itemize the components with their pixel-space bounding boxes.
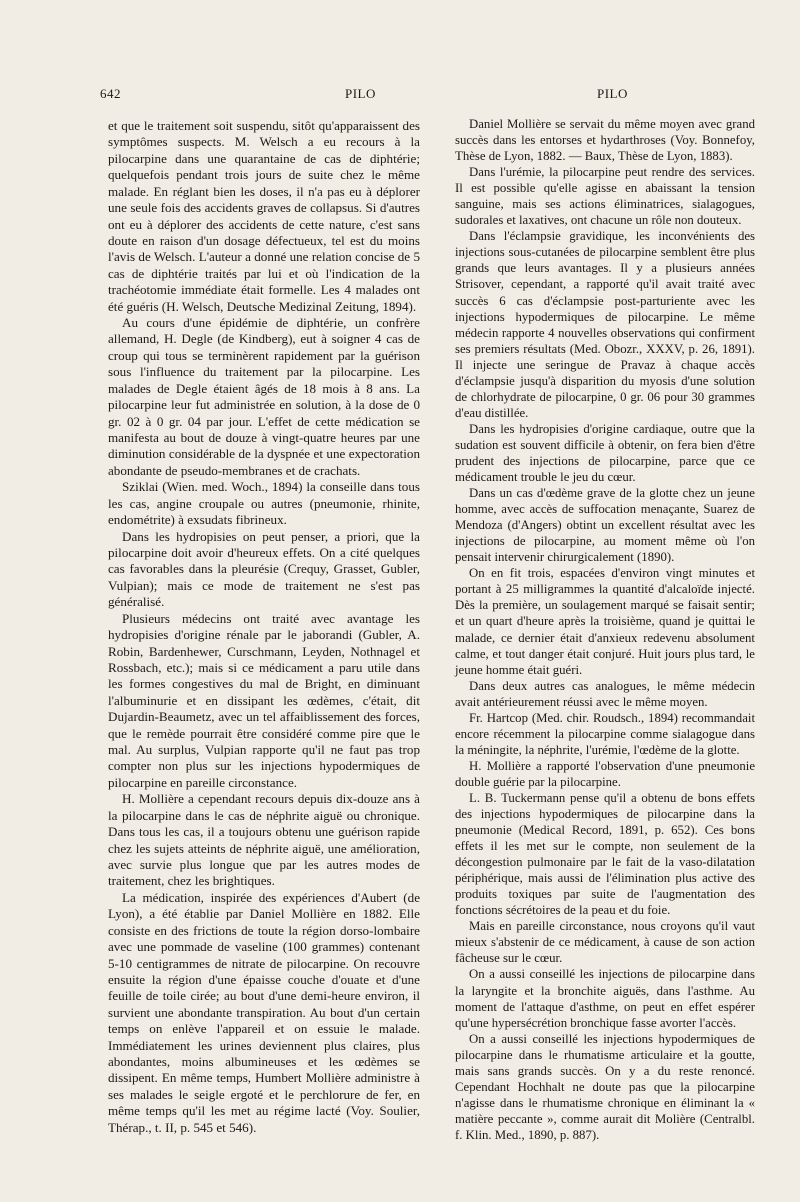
- paragraph: Mais en pareille circonstance, nous croyons qu'il vaut mieux s'abstenir de ce médicament, à cause de son action fâcheuse sur le cœur.: [455, 919, 755, 966]
- paragraph: Fr. Hartcop (Med. chir. Roudsch., 1894) recommandait encore récemment la pilocarpine comme sialagogue dans la méningite, la néphrite, l'urémie, l'œdème de la glotte.: [455, 710, 755, 757]
- paragraph: H. Mollière a cependant recours depuis dix-douze ans à la pilocarpine dans le cas de néphrite aiguë ou chronique. Dans tous les cas, il a toujours obtenu une guérison rapide chez les sujets atteints de néphrite aiguë, une amélioration, avec survie plus longue que par les autres modes de traitement, chez les brightiques.: [108, 791, 420, 889]
- paragraph: L. B. Tuckermann pense qu'il a obtenu de bons effets des injections hypodermiques de pilocarpine dans la pneumonie (Medical Record, 1891, p. 652). Ces bons effets il les met sur le compte, non seulement de la décongestion pulmonaire par le fait de la vaso-dilatation périphérique, mais aussi de l'élimination plus active des produits toxiques par suite de l'augmentation des fonctions sécrétoires de la peau et du foie.: [455, 790, 755, 918]
- paragraph: On a aussi conseillé les injections hypodermiques de pilocarpine dans le rhumatisme articulaire et la goutte, mais sans grands succès. On y a du reste renoncé. Cependant Hochhalt ne doute pas que la pilocarpine n'agisse dans le rhumatisme chronique en éliminant la « matière peccante », comme aurait dit Molière (Centralbl. f. Klin. Med., 1890, p. 887).: [455, 1031, 755, 1142]
- left-column: [108, 118, 420, 1136]
- paragraph: Sziklai (Wien. med. Woch., 1894) la conseille dans tous les cas, angine croupale ou autres (pneumonie, rhinite, endométrite) à exsudats fibrineux.: [108, 479, 420, 528]
- running-title-right: PILO: [597, 86, 628, 101]
- paragraph: Dans deux autres cas analogues, le même médecin avait antérieurement réussi avec le même moyen.: [455, 678, 755, 709]
- running-header: [100, 86, 712, 104]
- running-title-left: PILO: [345, 86, 376, 101]
- paragraph: Dans les hydropisies on peut penser, a priori, que la pilocarpine doit avoir d'heureux effets. On a cité quelques cas favorables dans la pleurésie (Crequy, Grasset, Gubler, Vulpian); mais ce mode de traitement ne s'est pas généralisé.: [108, 528, 420, 610]
- paragraph: Dans l'urémie, la pilocarpine peut rendre des services. Il est possible qu'elle agisse en abaissant la tension sanguine, mais ses actions éliminatrices, sialagogues, sudorales et laxatives, ont chacune un rôle non douteux.: [455, 165, 755, 228]
- paragraph: La médication, inspirée des expériences d'Aubert (de Lyon), a été établie par Daniel Mollière en 1882. Elle consiste en des frictions de toute la région dorso-lombaire avec une pommade de vaseline (100 grammes) contenant 5-10 centigrammes de nitrate de pilocarpine. On recouvre ensuite la région d'une épaisse couche d'ouate et d'une feuille de toile cirée; au bout d'une demi-heure environ, il survient une abondante transpiration. Au bout d'un certain temps on enlève l'appareil et on essuie le malade. Immédiatement les urines deviennent plus claires, plus abondantes, moins albumineuses et les œdèmes se dissipent. En même temps, Humbert Mollière administre à ses malades le seigle ergoté et le perchlorure de fer, en même temps qu'il les met au régime lacté (Voy. Soulier, Thérap., t. II, p. 545 et 546).: [108, 889, 420, 1135]
- paragraph: Au cours d'une épidémie de diphtérie, un confrère allemand, H. Degle (de Kindberg), eut à soigner 4 cas de croup qui tous se terminèrent rapidement par la guérison sous l'influence du traitement par la pilocarpine. Les malades de Degle étaient âgés de 18 mois à 8 ans. La pilocarpine leur fut administrée en solution, à la dose de 0 gr. 02 à 0 gr. 04 par jour. L'effet de cette médication se manifesta au bout de douze à vingt-quatre heures par une diminution considérable de la dyspnée et une expectoration abondante de pseudo-membranes et de crachats.: [108, 315, 420, 478]
- paragraph: On en fit trois, espacées d'environ vingt minutes et portant à 25 milligrammes la quantité d'alcaloïde injecté. Dès la première, un soulagement marqué se faisait sentir; et un quart d'heure après la troisième, quand je quittai le malade, ce dernier était d'anxieux redevenu absolument calme, et tout danger était conjuré. Huit jours plus tard, le jeune homme était guéri.: [455, 566, 755, 677]
- paragraph: Plusieurs médecins ont traité avec avantage les hydropisies d'origine rénale par le jaborandi (Gubler, A. Robin, Bardenhewer, Curschmann, Leyden, Nothnagel et Rossbach, etc.); mais si ce médicament a paru utile dans les formes congestives du mal de Bright, en diminuant l'albuminurie et en dissipant les œdèmes, c'était, dit Dujardin-Beaumetz, avec un tel affaiblissement des forces, que le remède pourrait être considéré comme pire que le mal. Au surplus, Vulpian rapporte qu'il ne faut pas trop compter non plus sur les injections hypodermiques de pilocarpine en pareille circonstance.: [108, 610, 420, 790]
- right-column: [455, 116, 755, 1143]
- page-number: 642: [100, 86, 121, 101]
- paragraph: On a aussi conseillé les injections de pilocarpine dans la laryngite et la bronchite aiguës, dans l'asthme. Au moment de l'attaque d'asthme, on peut en effet espérer qu'une hypersécrétion bronchique fasse avorter l'accès.: [455, 967, 755, 1030]
- paragraph: Dans les hydropisies d'origine cardiaque, outre que la sudation est souvent difficile à obtenir, on fera bien d'être prudent des injections de pilocarpine, parce que ce médicament trouble le jeu du cœur.: [455, 421, 755, 485]
- paragraph: Daniel Mollière se servait du même moyen avec grand succès dans les entorses et hydarthroses (Voy. Bonnefoy, Thèse de Lyon, 1882. — Baux, Thèse de Lyon, 1883).: [455, 117, 755, 164]
- paragraph: Dans l'éclampsie gravidique, les inconvénients des injections sous-cutanées de pilocarpine semblent être plus grands que leurs avantages. Il y a plusieurs années Strisover, cependant, a rapporté qu'il avait traité avec succès 6 cas d'éclampsie post-parturiente avec les injections hypodermiques de pilocarpine. Le même médecin rapporte 4 nouvelles observations qui confirment ses premiers résultats (Med. Obozr., XXXV, p. 26, 1891). Il injecte une seringue de Pravaz à chaque accès d'éclampsie jusqu'à disparition du myosis d'une solution de chlorhydrate de pilocarpine, 0 gr. 06 pour 30 grammes d'eau distillée.: [455, 229, 755, 420]
- paragraph: H. Mollière a rapporté l'observation d'une pneumonie double guérie par la pilocarpine.: [455, 758, 755, 789]
- paragraph: Dans un cas d'œdème grave de la glotte chez un jeune homme, avec accès de suffocation menaçante, Suarez de Mendoza (d'Angers) obtint un excellent résultat avec les injections de pilocarpine, au moment même où l'on pensait intervenir chirurgicalement (1890).: [455, 486, 755, 565]
- paragraph: et que le traitement soit suspendu, sitôt qu'apparaissent des symptômes suspects. M. Welsch a eu recours à la pilocarpine dans une quarantaine de cas de diphtérie; quelquefois pendant trois jours de suite chez le même malade. En réglant bien les doses, il n'a pas eu à déplorer une seule fois des accidents graves de collapsus. Si d'autres ont eu à déplorer des accidents de cette nature, c'est sans doute en raison d'un dosage défectueux, tel est du moins l'avis de Welsch. L'auteur a donné une relation concise de 5 cas de diphtérie traités par lui et où l'indication de la trachéotomie immédiate était formelle. Les 4 malades ont été guéris (H. Welsch, Deutsche Medizinal Zeitung, 1894).: [108, 118, 420, 314]
